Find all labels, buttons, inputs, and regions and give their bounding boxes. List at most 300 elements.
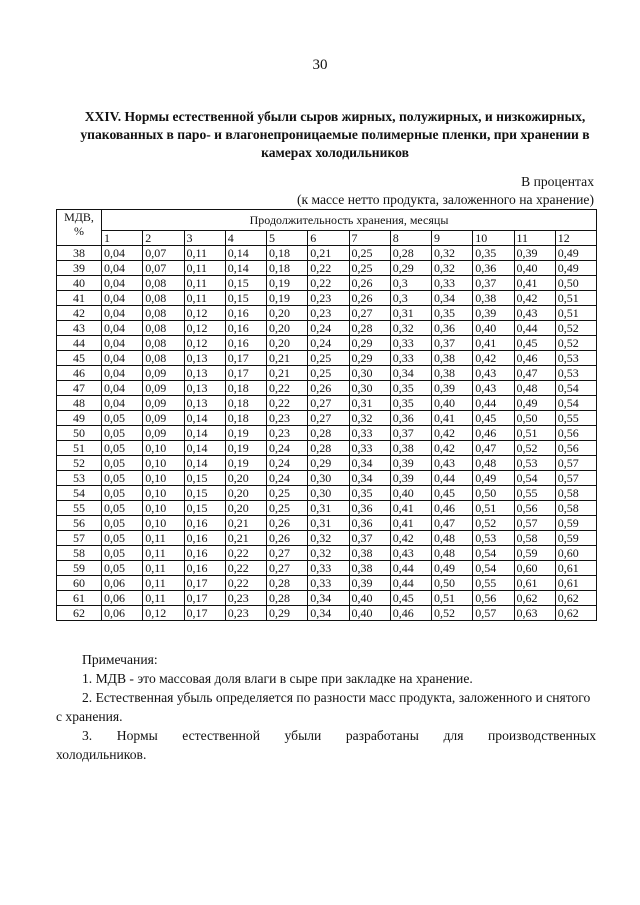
mdv-cell: 53 (57, 471, 102, 486)
note-item-3-word: Нормы (116, 728, 158, 743)
loss-value-cell: 0,14 (184, 441, 225, 456)
loss-value-cell: 0,04 (102, 366, 143, 381)
loss-value-cell: 0,39 (432, 381, 473, 396)
loss-value-cell: 0,32 (432, 246, 473, 261)
loss-value-cell: 0,30 (308, 486, 349, 501)
loss-value-cell: 0,52 (555, 336, 596, 351)
loss-value-cell: 0,20 (267, 336, 308, 351)
loss-value-cell: 0,26 (349, 291, 390, 306)
loss-value-cell: 0,15 (225, 291, 266, 306)
loss-value-cell: 0,59 (555, 516, 596, 531)
loss-value-cell: 0,05 (102, 531, 143, 546)
loss-value-cell: 0,50 (555, 276, 596, 291)
table-row (57, 606, 597, 621)
loss-value-cell: 0,14 (184, 426, 225, 441)
table-row (57, 261, 597, 276)
loss-value-cell: 0,60 (514, 561, 555, 576)
table-row (57, 441, 597, 456)
loss-value-cell: 0,37 (390, 426, 431, 441)
loss-value-cell: 0,35 (390, 396, 431, 411)
table-row (57, 321, 597, 336)
loss-value-cell: 0,36 (349, 516, 390, 531)
loss-value-cell: 0,62 (555, 591, 596, 606)
mdv-cell: 52 (57, 456, 102, 471)
loss-value-cell: 0,05 (102, 516, 143, 531)
loss-value-cell: 0,12 (143, 606, 184, 621)
loss-value-cell: 0,29 (349, 336, 390, 351)
loss-value-cell: 0,05 (102, 546, 143, 561)
loss-value-cell: 0,21 (267, 366, 308, 381)
loss-value-cell: 0,26 (267, 531, 308, 546)
loss-value-cell: 0,43 (473, 381, 514, 396)
loss-value-cell: 0,22 (308, 261, 349, 276)
loss-value-cell: 0,08 (143, 306, 184, 321)
loss-value-cell: 0,27 (267, 546, 308, 561)
loss-value-cell: 0,39 (514, 246, 555, 261)
loss-value-cell: 0,54 (473, 546, 514, 561)
loss-value-cell: 0,10 (143, 456, 184, 471)
loss-value-cell: 0,50 (514, 411, 555, 426)
loss-value-cell: 0,11 (143, 591, 184, 606)
loss-value-cell: 0,44 (514, 321, 555, 336)
loss-value-cell: 0,57 (473, 606, 514, 621)
loss-value-cell: 0,32 (390, 321, 431, 336)
table-row (57, 411, 597, 426)
loss-value-cell: 0,05 (102, 426, 143, 441)
loss-value-cell: 0,08 (143, 336, 184, 351)
loss-value-cell: 0,29 (267, 606, 308, 621)
loss-value-cell: 0,12 (184, 336, 225, 351)
loss-value-cell: 0,35 (432, 306, 473, 321)
loss-value-cell: 0,18 (225, 396, 266, 411)
loss-value-cell: 0,31 (390, 306, 431, 321)
loss-value-cell: 0,39 (349, 576, 390, 591)
loss-value-cell: 0,29 (349, 351, 390, 366)
loss-value-cell: 0,58 (555, 501, 596, 516)
loss-value-cell: 0,48 (432, 546, 473, 561)
note-item-3-word: естественной (182, 728, 260, 743)
loss-value-cell: 0,10 (143, 441, 184, 456)
loss-value-cell: 0,16 (184, 546, 225, 561)
loss-value-cell: 0,11 (184, 246, 225, 261)
loss-value-cell: 0,43 (514, 306, 555, 321)
table-row (57, 426, 597, 441)
loss-value-cell: 0,45 (473, 411, 514, 426)
loss-value-cell: 0,57 (555, 471, 596, 486)
loss-value-cell: 0,49 (473, 471, 514, 486)
loss-value-cell: 0,62 (555, 606, 596, 621)
loss-value-cell: 0,31 (308, 516, 349, 531)
loss-value-cell: 0,04 (102, 306, 143, 321)
loss-value-cell: 0,20 (267, 306, 308, 321)
mdv-cell: 55 (57, 501, 102, 516)
loss-value-cell: 0,16 (184, 531, 225, 546)
loss-value-cell: 0,36 (432, 321, 473, 336)
loss-value-cell: 0,43 (473, 366, 514, 381)
loss-value-cell: 0,51 (555, 306, 596, 321)
note-item-3-word: для (443, 728, 464, 743)
loss-value-cell: 0,07 (143, 261, 184, 276)
loss-value-cell: 0,15 (184, 486, 225, 501)
loss-value-cell: 0,55 (514, 486, 555, 501)
loss-value-cell: 0,43 (390, 546, 431, 561)
loss-value-cell: 0,07 (143, 246, 184, 261)
loss-value-cell: 0,38 (473, 291, 514, 306)
loss-value-cell: 0,27 (308, 411, 349, 426)
loss-value-cell: 0,24 (267, 456, 308, 471)
loss-value-cell: 0,43 (432, 456, 473, 471)
loss-value-cell: 0,16 (225, 321, 266, 336)
loss-value-cell: 0,19 (267, 276, 308, 291)
mdv-cell: 54 (57, 486, 102, 501)
loss-value-cell: 0,10 (143, 471, 184, 486)
loss-value-cell: 0,40 (432, 396, 473, 411)
loss-value-cell: 0,31 (349, 396, 390, 411)
loss-value-cell: 0,38 (349, 546, 390, 561)
loss-value-cell: 0,47 (432, 516, 473, 531)
mdv-cell: 62 (57, 606, 102, 621)
loss-value-cell: 0,37 (473, 276, 514, 291)
loss-value-cell: 0,61 (514, 576, 555, 591)
loss-value-cell: 0,09 (143, 426, 184, 441)
loss-value-cell: 0,44 (390, 576, 431, 591)
loss-value-cell: 0,06 (102, 606, 143, 621)
loss-value-cell: 0,11 (143, 546, 184, 561)
loss-value-cell: 0,50 (432, 576, 473, 591)
mdv-column-header: МДВ, % (57, 210, 102, 246)
loss-value-cell: 0,24 (267, 441, 308, 456)
mdv-cell: 50 (57, 426, 102, 441)
loss-value-cell: 0,37 (432, 336, 473, 351)
loss-value-cell: 0,23 (267, 426, 308, 441)
loss-value-cell: 0,28 (267, 576, 308, 591)
loss-value-cell: 0,13 (184, 351, 225, 366)
loss-value-cell: 0,22 (267, 396, 308, 411)
loss-value-cell: 0,11 (143, 561, 184, 576)
loss-value-cell: 0,04 (102, 321, 143, 336)
loss-value-cell: 0,48 (514, 381, 555, 396)
loss-value-cell: 0,40 (473, 321, 514, 336)
month-header: 12 (555, 231, 596, 246)
table-row (57, 351, 597, 366)
loss-value-cell: 0,24 (308, 336, 349, 351)
month-header: 11 (514, 231, 555, 246)
loss-value-cell: 0,16 (184, 516, 225, 531)
loss-value-cell: 0,46 (432, 501, 473, 516)
loss-value-cell: 0,37 (349, 531, 390, 546)
table-row (57, 591, 597, 606)
loss-value-cell: 0,44 (473, 396, 514, 411)
loss-value-cell: 0,57 (555, 456, 596, 471)
loss-value-cell: 0,59 (555, 531, 596, 546)
note-item-3-word: разработаны (345, 728, 419, 743)
loss-value-cell: 0,61 (555, 576, 596, 591)
month-header: 9 (432, 231, 473, 246)
loss-value-cell: 0,08 (143, 321, 184, 336)
loss-value-cell: 0,21 (225, 516, 266, 531)
loss-value-cell: 0,25 (308, 351, 349, 366)
loss-value-cell: 0,42 (514, 291, 555, 306)
loss-value-cell: 0,04 (102, 336, 143, 351)
loss-value-cell: 0,17 (184, 591, 225, 606)
loss-value-cell: 0,62 (514, 591, 555, 606)
loss-value-cell: 0,19 (225, 456, 266, 471)
loss-value-cell: 0,30 (349, 381, 390, 396)
loss-value-cell: 0,56 (555, 441, 596, 456)
loss-value-cell: 0,27 (267, 561, 308, 576)
table-row (57, 306, 597, 321)
table-row (57, 276, 597, 291)
loss-value-cell: 0,55 (473, 576, 514, 591)
loss-value-cell: 0,59 (514, 546, 555, 561)
loss-value-cell: 0,14 (184, 411, 225, 426)
loss-value-cell: 0,58 (555, 486, 596, 501)
loss-value-cell: 0,10 (143, 501, 184, 516)
loss-value-cell: 0,42 (473, 351, 514, 366)
loss-value-cell: 0,33 (308, 576, 349, 591)
loss-value-cell: 0,12 (184, 321, 225, 336)
loss-value-cell: 0,26 (349, 276, 390, 291)
mdv-cell: 45 (57, 351, 102, 366)
loss-value-cell: 0,20 (267, 321, 308, 336)
loss-value-cell: 0,3 (390, 276, 431, 291)
loss-value-cell: 0,23 (308, 306, 349, 321)
table-row (57, 366, 597, 381)
loss-value-cell: 0,63 (514, 606, 555, 621)
month-header: 7 (349, 231, 390, 246)
mdv-cell: 42 (57, 306, 102, 321)
loss-value-cell: 0,53 (473, 531, 514, 546)
loss-value-cell: 0,11 (143, 531, 184, 546)
loss-value-cell: 0,53 (555, 366, 596, 381)
loss-value-cell: 0,13 (184, 396, 225, 411)
loss-value-cell: 0,23 (225, 591, 266, 606)
loss-value-cell: 0,32 (308, 546, 349, 561)
loss-value-cell: 0,39 (390, 456, 431, 471)
loss-value-cell: 0,52 (514, 441, 555, 456)
mdv-cell: 61 (57, 591, 102, 606)
loss-value-cell: 0,46 (514, 351, 555, 366)
loss-value-cell: 0,11 (184, 261, 225, 276)
loss-value-cell: 0,28 (308, 441, 349, 456)
loss-value-cell: 0,51 (555, 291, 596, 306)
loss-value-cell: 0,61 (555, 561, 596, 576)
loss-value-cell: 0,60 (555, 546, 596, 561)
loss-value-cell: 0,33 (432, 276, 473, 291)
loss-value-cell: 0,08 (143, 276, 184, 291)
loss-value-cell: 0,06 (102, 576, 143, 591)
loss-value-cell: 0,49 (432, 561, 473, 576)
loss-value-cell: 0,47 (514, 366, 555, 381)
loss-value-cell: 0,52 (473, 516, 514, 531)
loss-value-cell: 0,31 (308, 501, 349, 516)
loss-value-cell: 0,18 (225, 381, 266, 396)
note-item-3-word: убыли (284, 728, 322, 743)
loss-value-cell: 0,33 (349, 426, 390, 441)
loss-value-cell: 0,30 (349, 366, 390, 381)
loss-value-cell: 0,38 (390, 441, 431, 456)
note-item-3-word: производственных (488, 728, 597, 743)
loss-value-cell: 0,09 (143, 411, 184, 426)
loss-value-cell: 0,40 (349, 591, 390, 606)
loss-norms-table (56, 209, 597, 621)
table-row (57, 381, 597, 396)
loss-value-cell: 0,39 (390, 471, 431, 486)
table-row (57, 246, 597, 261)
loss-value-cell: 0,25 (349, 246, 390, 261)
loss-value-cell: 0,19 (225, 426, 266, 441)
loss-value-cell: 0,32 (308, 531, 349, 546)
loss-value-cell: 0,36 (349, 501, 390, 516)
month-header: 2 (143, 231, 184, 246)
loss-value-cell: 0,41 (390, 501, 431, 516)
loss-value-cell: 0,41 (390, 516, 431, 531)
month-header: 10 (473, 231, 514, 246)
loss-value-cell: 0,53 (514, 456, 555, 471)
loss-value-cell: 0,29 (390, 261, 431, 276)
loss-value-cell: 0,23 (267, 411, 308, 426)
loss-value-cell: 0,14 (225, 261, 266, 276)
loss-value-cell: 0,22 (225, 576, 266, 591)
loss-value-cell: 0,35 (473, 246, 514, 261)
loss-value-cell: 0,23 (225, 606, 266, 621)
loss-value-cell: 0,34 (390, 366, 431, 381)
table-row (57, 531, 597, 546)
mdv-cell: 57 (57, 531, 102, 546)
loss-value-cell: 0,33 (390, 336, 431, 351)
loss-value-cell: 0,51 (514, 426, 555, 441)
loss-value-cell: 0,05 (102, 411, 143, 426)
loss-value-cell: 0,04 (102, 276, 143, 291)
table-row (57, 486, 597, 501)
loss-value-cell: 0,33 (390, 351, 431, 366)
mdv-cell: 48 (57, 396, 102, 411)
loss-value-cell: 0,57 (514, 516, 555, 531)
loss-value-cell: 0,26 (308, 381, 349, 396)
loss-value-cell: 0,28 (390, 246, 431, 261)
loss-value-cell: 0,08 (143, 351, 184, 366)
loss-value-cell: 0,22 (225, 546, 266, 561)
duration-header: Продолжительность хранения, месяцы (102, 210, 597, 231)
loss-value-cell: 0,18 (267, 246, 308, 261)
loss-value-cell: 0,05 (102, 456, 143, 471)
unit-note: В процентах (521, 174, 594, 189)
table-body (57, 246, 597, 621)
mdv-cell: 59 (57, 561, 102, 576)
loss-value-cell: 0,19 (267, 291, 308, 306)
loss-value-cell: 0,14 (225, 246, 266, 261)
loss-value-cell: 0,25 (267, 486, 308, 501)
loss-value-cell: 0,25 (349, 261, 390, 276)
loss-value-cell: 0,44 (390, 561, 431, 576)
table-row (57, 576, 597, 591)
loss-value-cell: 0,42 (390, 531, 431, 546)
loss-value-cell: 0,23 (308, 291, 349, 306)
loss-value-cell: 0,42 (432, 426, 473, 441)
loss-value-cell: 0,36 (390, 411, 431, 426)
month-header: 3 (184, 231, 225, 246)
loss-value-cell: 0,05 (102, 561, 143, 576)
loss-value-cell: 0,21 (308, 246, 349, 261)
loss-value-cell: 0,51 (432, 591, 473, 606)
loss-value-cell: 0,04 (102, 381, 143, 396)
table-row (57, 501, 597, 516)
loss-value-cell: 0,32 (432, 261, 473, 276)
mdv-cell: 56 (57, 516, 102, 531)
table-row (57, 561, 597, 576)
loss-value-cell: 0,54 (555, 381, 596, 396)
loss-value-cell: 0,50 (473, 486, 514, 501)
loss-value-cell: 0,28 (349, 321, 390, 336)
mdv-cell: 43 (57, 321, 102, 336)
loss-value-cell: 0,49 (555, 261, 596, 276)
loss-value-cell: 0,28 (267, 591, 308, 606)
loss-value-cell: 0,52 (432, 606, 473, 621)
loss-value-cell: 0,21 (267, 351, 308, 366)
loss-value-cell: 0,17 (225, 351, 266, 366)
loss-value-cell: 0,26 (267, 516, 308, 531)
loss-value-cell: 0,51 (473, 501, 514, 516)
table-row (57, 516, 597, 531)
loss-value-cell: 0,35 (390, 381, 431, 396)
loss-value-cell: 0,28 (308, 426, 349, 441)
loss-value-cell: 0,27 (349, 306, 390, 321)
document-title: XXIV. Нормы естественной убыли сыров жирных, полужирных, и низкожирных, упакованных в паро- и влагонепроницаемые полимерные пленки, при хранении в камерах холодильников (80, 109, 590, 160)
mdv-cell: 38 (57, 246, 102, 261)
loss-value-cell: 0,08 (143, 291, 184, 306)
loss-value-cell: 0,24 (267, 471, 308, 486)
month-header: 4 (225, 231, 266, 246)
loss-value-cell: 0,41 (514, 276, 555, 291)
loss-value-cell: 0,13 (184, 366, 225, 381)
table-row (57, 336, 597, 351)
loss-value-cell: 0,33 (349, 441, 390, 456)
mdv-cell: 60 (57, 576, 102, 591)
notes-section (56, 650, 596, 764)
loss-value-cell: 0,41 (473, 336, 514, 351)
loss-value-cell: 0,16 (184, 561, 225, 576)
loss-value-cell: 0,56 (473, 591, 514, 606)
table-row (57, 456, 597, 471)
table-row (57, 396, 597, 411)
mdv-cell: 46 (57, 366, 102, 381)
loss-value-cell: 0,34 (349, 456, 390, 471)
mdv-cell: 44 (57, 336, 102, 351)
loss-value-cell: 0,56 (514, 501, 555, 516)
mdv-cell: 41 (57, 291, 102, 306)
note-item-3-continuation: холодильников. (56, 747, 147, 762)
loss-value-cell: 0,54 (473, 561, 514, 576)
loss-value-cell: 0,09 (143, 396, 184, 411)
table-row (57, 291, 597, 306)
loss-value-cell: 0,19 (225, 441, 266, 456)
mdv-cell: 51 (57, 441, 102, 456)
note-item-3 (56, 726, 596, 745)
loss-value-cell: 0,22 (308, 276, 349, 291)
loss-value-cell: 0,40 (390, 486, 431, 501)
loss-value-cell: 0,20 (225, 471, 266, 486)
loss-value-cell: 0,15 (225, 276, 266, 291)
month-header: 1 (102, 231, 143, 246)
note-item-1: 1. МДВ - это массовая доля влаги в сыре при закладке на хранение. (82, 671, 473, 686)
month-header: 6 (308, 231, 349, 246)
loss-value-cell: 0,04 (102, 246, 143, 261)
loss-value-cell: 0,10 (143, 516, 184, 531)
loss-value-cell: 0,34 (432, 291, 473, 306)
loss-value-cell: 0,56 (555, 426, 596, 441)
loss-value-cell: 0,18 (225, 411, 266, 426)
loss-value-cell: 0,49 (514, 396, 555, 411)
